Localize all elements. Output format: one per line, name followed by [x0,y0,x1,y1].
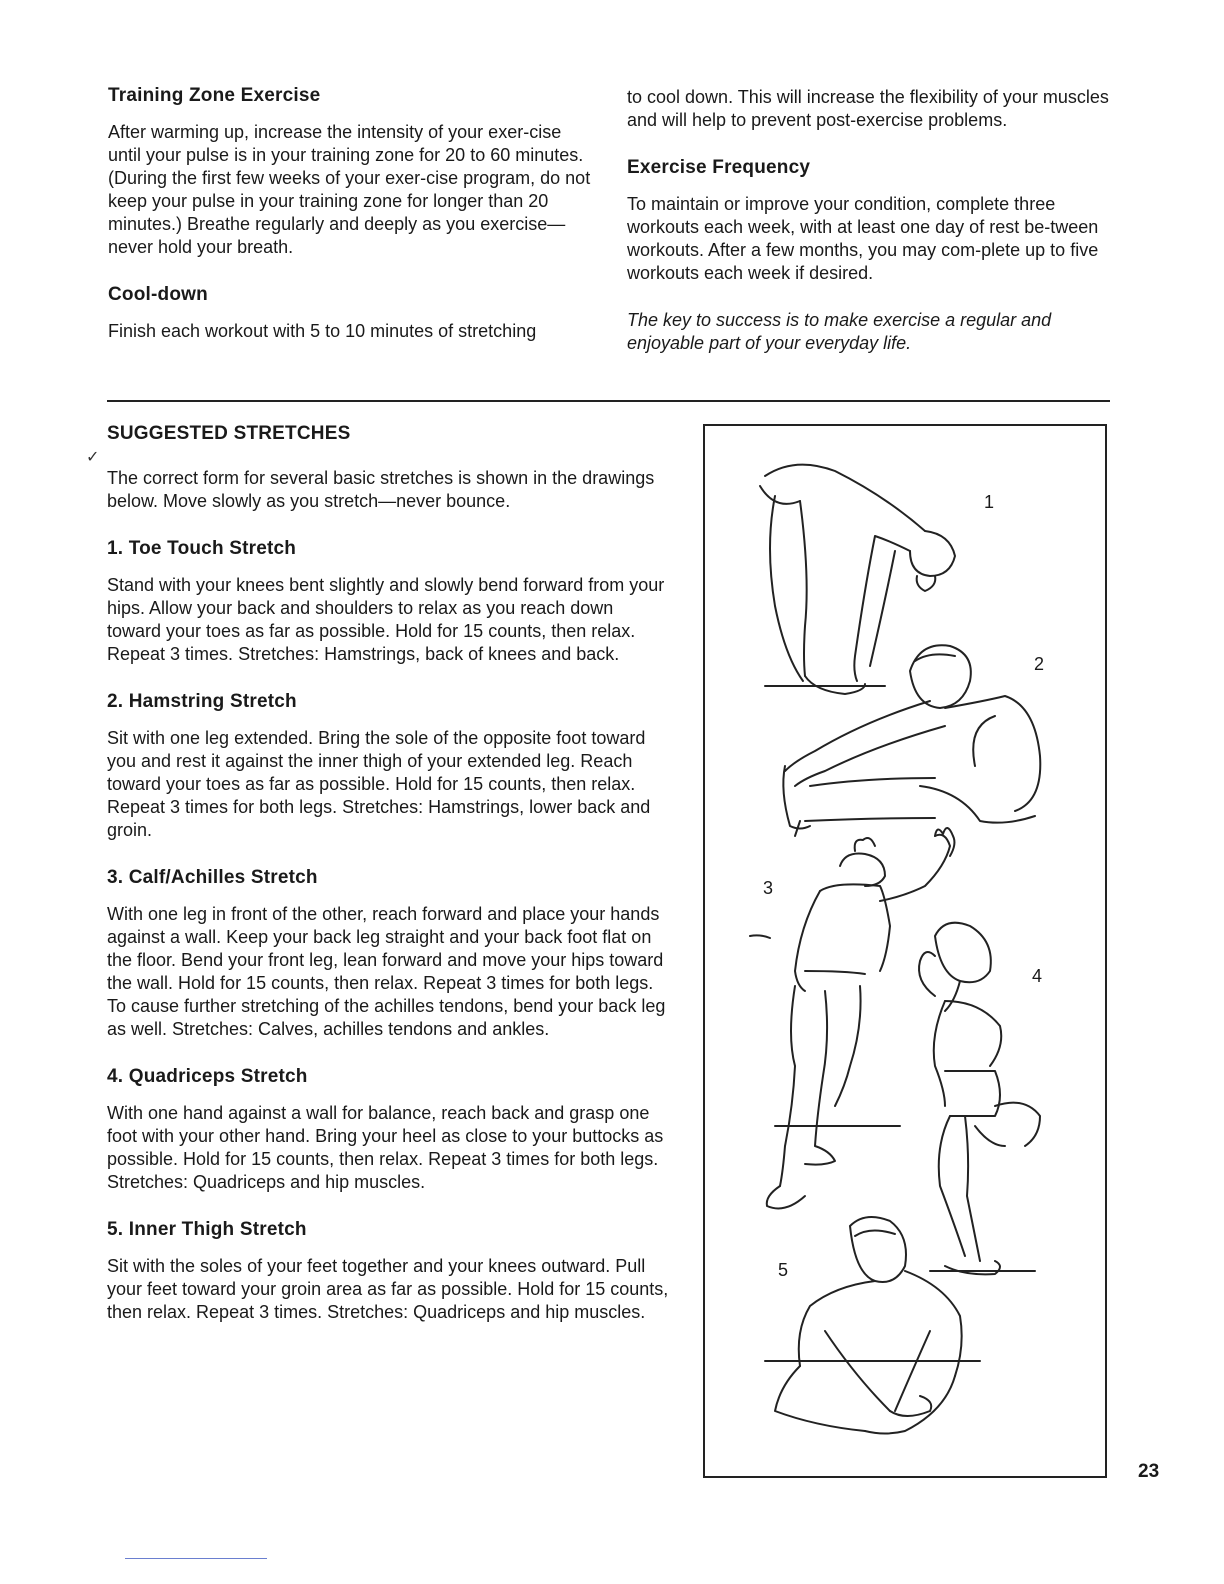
toe-touch-text: Stand with your knees bent slightly and slowly bend forward from your hips. Allow your back and shoulders to relax as you reach down toward your toes as far as possible. Hold for 15 counts, then relax. Repeat 3 times. Stretches: Hamstrings, back of knees and back. [107,575,665,664]
cooldown-heading: Cool-down [108,284,208,305]
calf-achilles-figure [750,828,954,1208]
hamstring-figure [783,645,1040,836]
training-zone-heading: Training Zone Exercise [108,85,321,106]
figure-label-4: 4 [1032,966,1043,986]
cooldown-continued-text: to cool down. This will increase the flexibility of your muscles and will help to prevent post-exercise problems. [627,87,1109,130]
stretch-drawings [705,426,1105,1476]
inner-thigh-heading: 5. Inner Thigh Stretch [107,1219,307,1240]
margin-mark: ✓ [86,449,100,466]
suggested-stretches-section [107,422,672,1348]
page-number: 23 [1138,1461,1160,1482]
top-right-column [627,86,1117,379]
calf-achilles-heading: 3. Calf/Achilles Stretch [107,867,318,888]
toe-touch-heading: 1. Toe Touch Stretch [107,538,297,559]
inner-thigh-figure [765,1217,980,1434]
figure-label-1: 1 [984,492,995,512]
hamstring-text: Sit with one leg extended. Bring the sole of the opposite foot toward you and rest it against the inner thigh of your extended leg. Reach toward your toes as far as possible. Hold for 15 counts, then relax. Repeat 3 times for both legs. Stretches: Hamstrings, lower back and groin. [107,728,651,840]
inner-thigh-text: Sit with the soles of your feet together and your knees outward. Pull your feet toward your groin area as far as possible. Hold for 15 counts, then relax. Repeat 3 times. Stretches: Quadriceps and hip muscles. [107,1256,669,1322]
quadriceps-figure [919,923,1043,1275]
cooldown-text: Finish each workout with 5 to 10 minutes of stretching [108,321,537,341]
figure-label-5: 5 [778,1260,789,1280]
figure-label-2: 2 [1034,654,1045,674]
hamstring-heading: 2. Hamstring Stretch [107,691,297,712]
stretches-intro-text: The correct form for several basic stretches is shown in the drawings below. Move slowly as you stretch—never bounce. [107,468,655,511]
calf-achilles-text: With one leg in front of the other, reach forward and place your hands against a wall. Keep your back leg straight and your back foot flat on the floor. Bend your front leg, lean forward and move your hips toward the wall. Hold for 15 counts, then relax. Repeat 3 times for both legs. To cause further stretching of the achilles tendons, bend your back leg as well. Stretches: Calves, achilles tendons and ankles. [107,904,666,1039]
top-left-column [108,84,593,367]
suggested-stretches-heading: SUGGESTED STRETCHES [107,423,351,444]
section-divider [107,400,1110,402]
quadriceps-text: With one hand against a wall for balance, reach back and grasp one foot with your other hand. Bring your heel as close to your buttocks as possible. Hold for 15 counts, then relax. Repeat 3 times for both legs. Stretches: Quadriceps and hip muscles. [107,1103,664,1192]
toe-touch-figure [760,465,955,694]
quadriceps-heading: 4. Quadriceps Stretch [107,1066,308,1087]
training-zone-text: After warming up, increase the intensity of your exer-cise until your pulse is in your training zone for 20 to 60 minutes. (During the first few weeks of your exer-cise program, do not keep your pulse in your training zone for longer than 20 minutes.) Breathe regularly and deeply as you exercise—never hold your breath. [108,122,591,257]
stretches-illustration-box [703,424,1107,1478]
exercise-frequency-text: To maintain or improve your condition, complete three workouts each week, with at least one day of rest be-tween workouts. After a few months, you may com-plete up to five workouts each week if desired. [627,194,1099,283]
key-to-success-text: The key to success is to make exercise a regular and enjoyable part of your everyday life. [627,310,1052,353]
exercise-frequency-heading: Exercise Frequency [627,157,811,178]
figure-label-3: 3 [763,878,774,898]
bottom-rule [125,1558,267,1559]
